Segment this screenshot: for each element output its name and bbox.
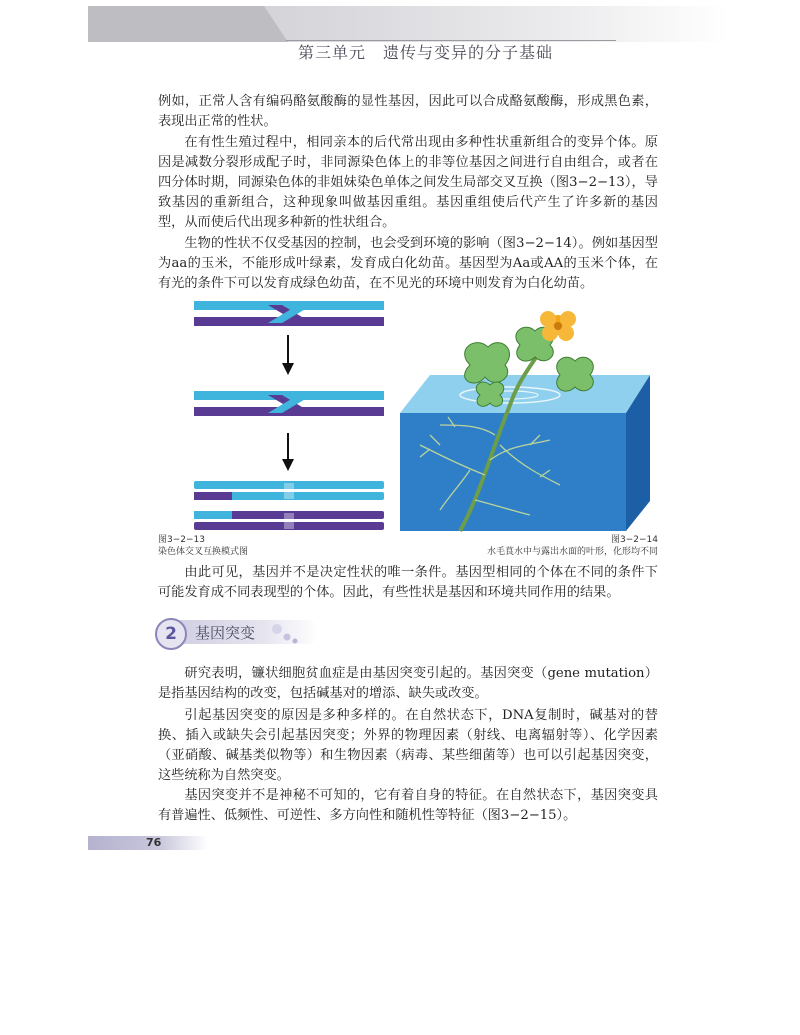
- header-notch: [88, 6, 288, 42]
- paragraph-1: 例如，正常人含有编码酪氨酸酶的显性基因，因此可以合成酪氨酸酶，形成黑色素，表现出正常的性状。: [158, 94, 658, 129]
- paragraph-3: 生物的性状不仅受基因的控制，也会受到环境的影响（图3−2−14）。例如基因型为aa的玉米，不能形成叶绿素，发育成白化幼苗。基因型为Aa或AA的玉米个体，在有光的条件下可以发育成绿色幼苗，在不见光的环境中则发育为白化幼苗。: [158, 236, 658, 291]
- figure-left-caption: 染色体交叉互换模式图: [158, 547, 249, 557]
- flower-icon: [540, 311, 576, 341]
- paragraph-4: 由此可见，基因并不是决定性状的唯一条件。基因型相同的个体在不同的条件下可能发育成不同表现型的个体。因此，有些性状是基因和环境共同作用的结果。: [158, 565, 658, 600]
- section-number: 2: [155, 618, 187, 650]
- chromosome-pair-stage-2: [194, 391, 384, 416]
- figure-left-number: 图3−2−13: [158, 535, 205, 545]
- crossover-diagram: [188, 295, 398, 535]
- decorative-dots-icon: [267, 617, 307, 647]
- page-number: 76: [146, 836, 162, 849]
- paragraph-6: 引起基因突变的原因是多种多样的。在自然状态下，DNA复制时，碱基对的替换、插入或缺失会引起基因突变；外界的物理因素（射线、电离辐射等）、化学因素（亚硝酸、碱基类似物等）和生物因素（病毒、某些细菌等）也可以引起基因突变，这些统称为自然突变。: [158, 708, 658, 783]
- paragraph-5: 研究表明，镰状细胞贫血症是由基因突变引起的。基因突变（gene mutation）是指基因结构的改变，包括碱基对的增添、缺失或改变。: [158, 666, 658, 701]
- figure-right-number: 图3−2−14: [611, 535, 658, 545]
- section-heading: [155, 615, 365, 649]
- down-arrow-icon: [282, 335, 294, 375]
- down-arrow-icon: [282, 433, 294, 471]
- chromosome-pair-stage-1: [194, 301, 384, 326]
- chromosome-pair-stage-3: [194, 481, 384, 530]
- paragraph-2: 在有性生殖过程中，相同亲本的后代常出现由多种性状重新组合的变异个体。原因是减数分裂形成配子时，非同源染色体上的非等位基因之间进行自由组合，或者在四分体时期，同源染色体的非姐妹染色单体之间发生局部交叉互换（图3−2−13），导致基因的重新组合，这种现象叫做基因重组。基因重组使后代产生了许多新的基因型，从而使后代出现多种新的性状组合。: [158, 135, 658, 230]
- unit-title: 第三单元 遗传与变异的分子基础: [298, 43, 554, 62]
- figure-area: [158, 295, 658, 555]
- figure-right-caption: 水毛茛水中与露出水面的叶形，化形均不同: [486, 547, 658, 557]
- water-buttercup-illustration: [400, 295, 650, 535]
- paragraph-7: 基因突变并不是神秘不可知的，它有着自身的特征。在自然状态下，基因突变具有普遍性、低频性、可逆性、多方向性和随机性等特征（图3−2−15）。: [158, 788, 658, 823]
- section-title: 基因突变: [195, 624, 256, 642]
